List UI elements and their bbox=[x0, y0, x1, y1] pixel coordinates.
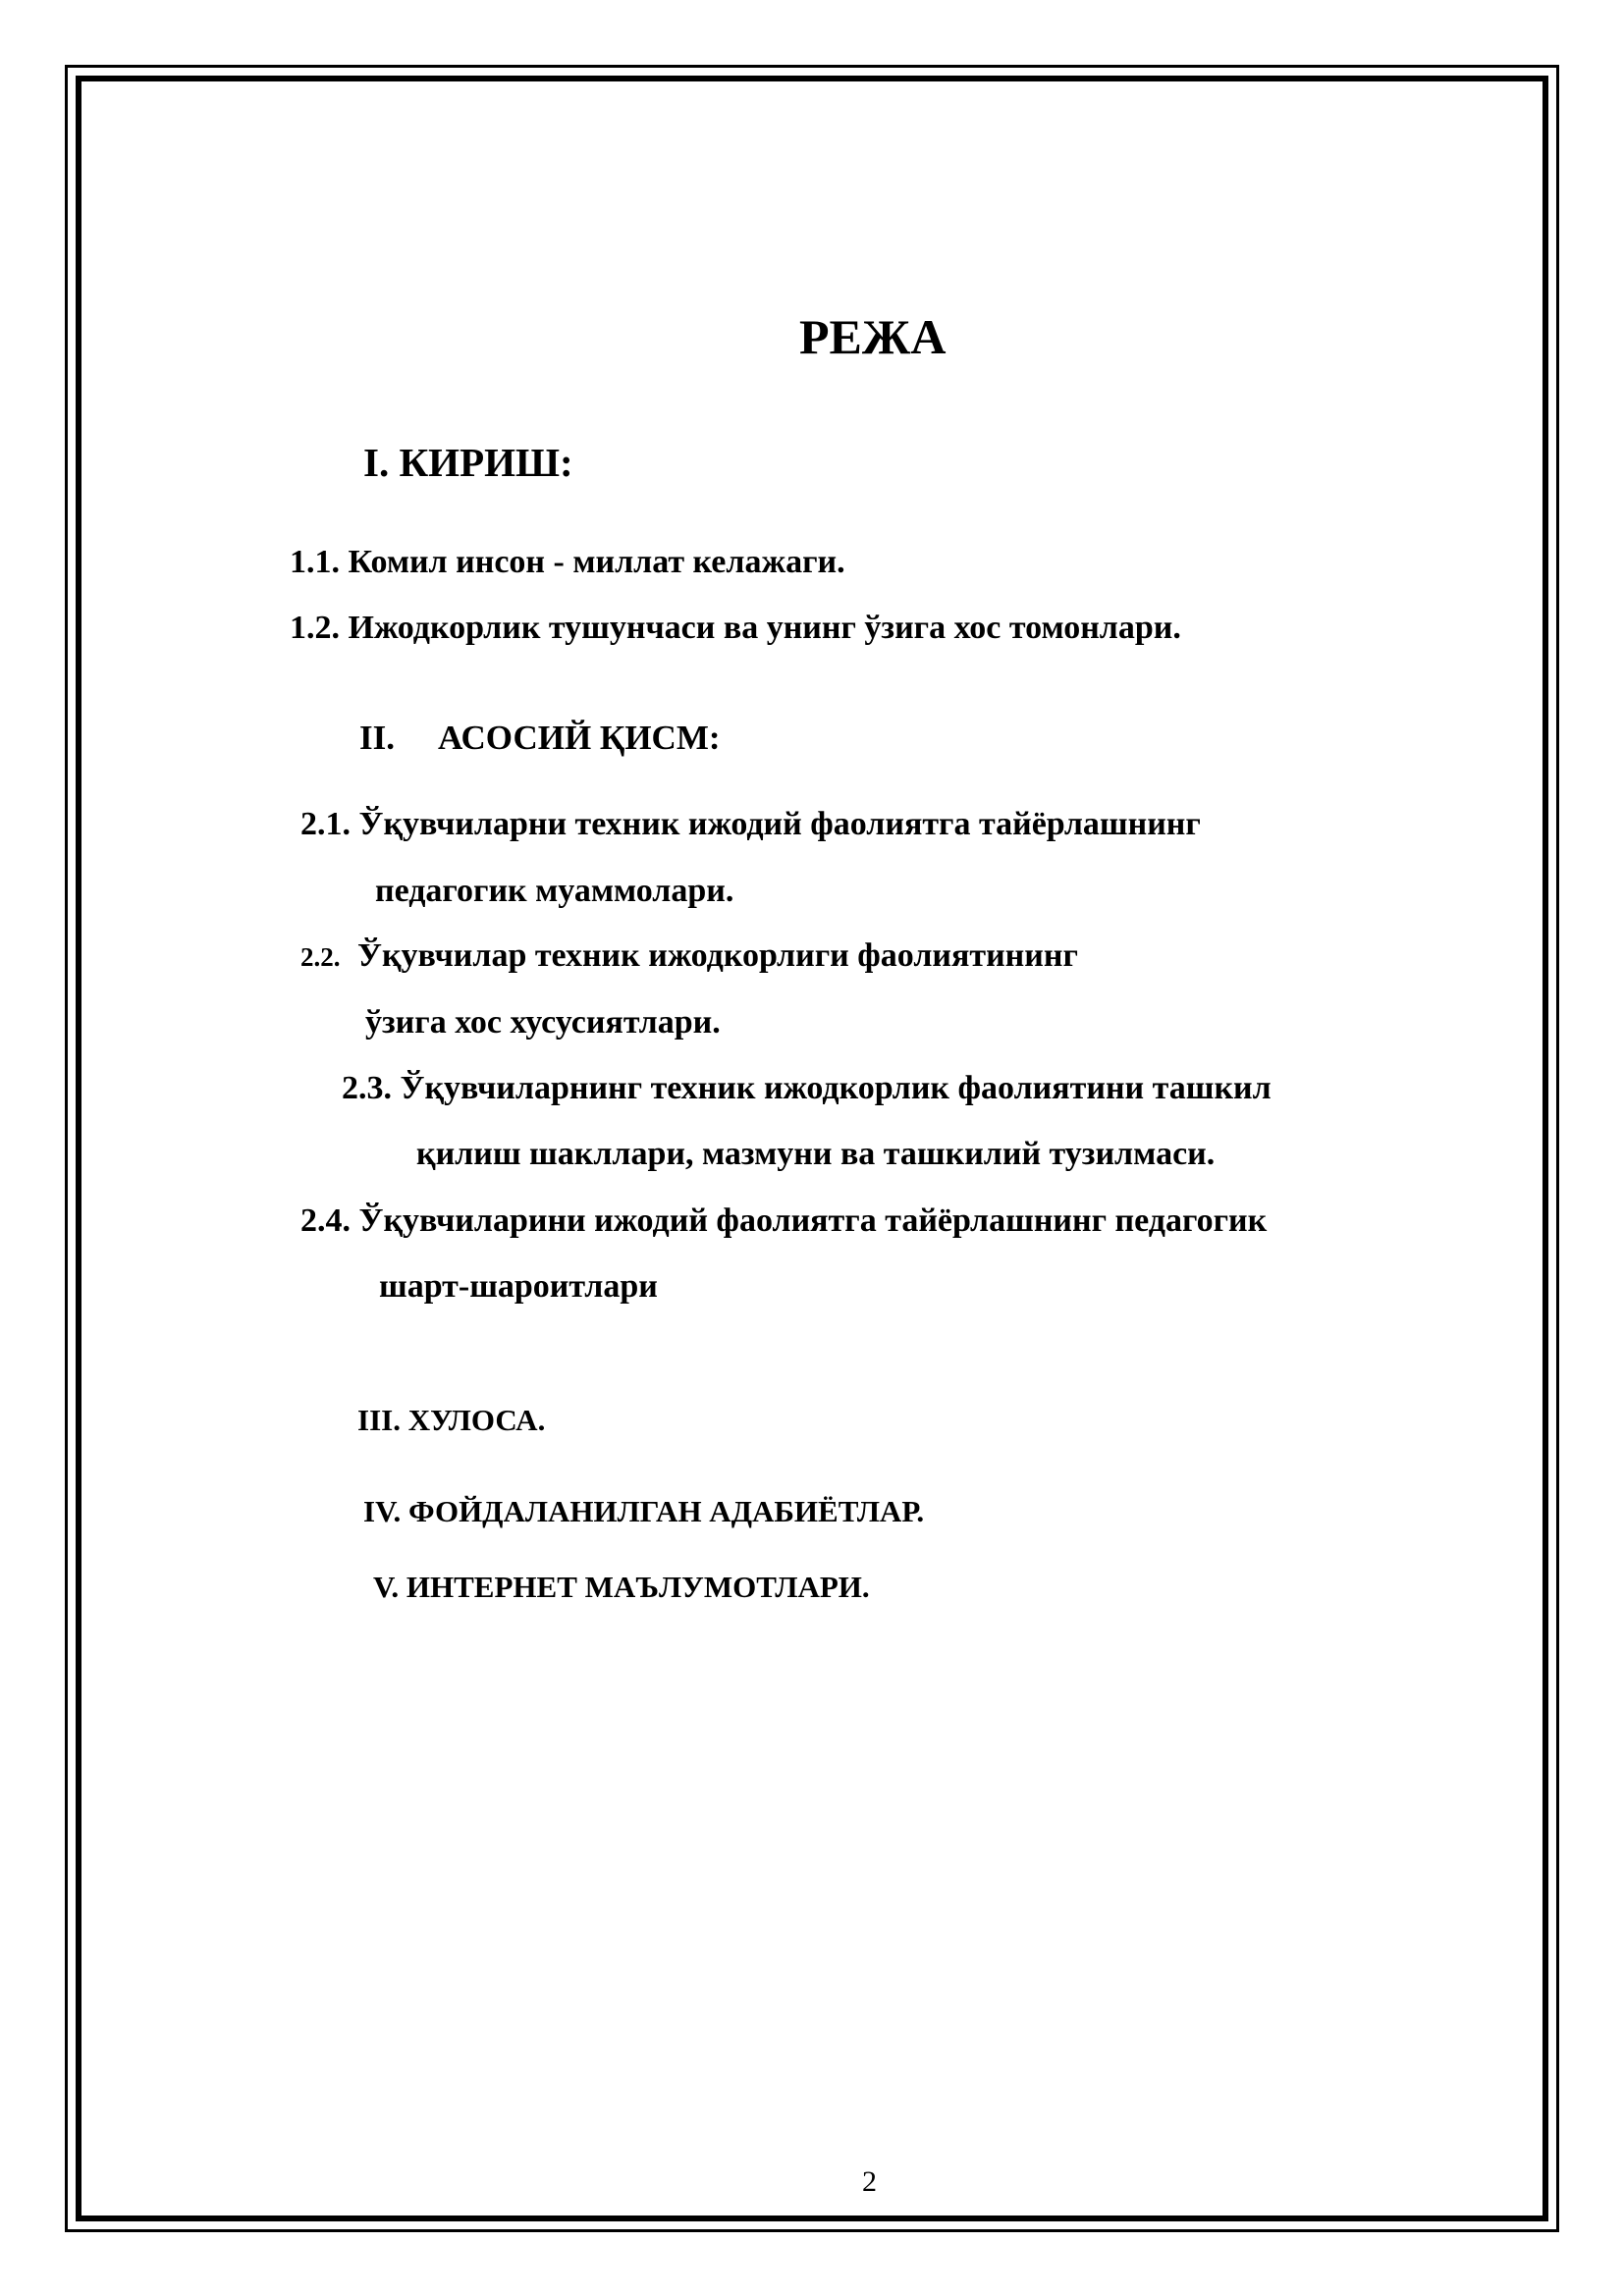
section-4-heading: IV. ФОЙДАЛАНИЛГАН АДАБИЁТЛАР. bbox=[363, 1494, 925, 1528]
page-number: 2 bbox=[862, 2165, 877, 2198]
document-title: РЕЖА bbox=[799, 309, 947, 364]
section-1-item-2: 1.2. Ижодкорлик тушунчаси ва унинг ўзига хос томонлари. bbox=[290, 610, 1181, 646]
section-2-item-1-line-1: 2.1. Ўқувчиларни техник ижодий фаолиятга тайёрлашнинг bbox=[300, 806, 1201, 842]
section-2-item-3-line-2: қилиш шакллари, мазмуни ва ташкилий тузилмаси. bbox=[416, 1136, 1216, 1172]
section-2-item-1-line-2: педагогик муаммолари. bbox=[375, 873, 734, 909]
section-1-heading: I. КИРИШ: bbox=[363, 440, 573, 485]
section-3-heading: III. ХУЛОСА. bbox=[357, 1403, 546, 1437]
section-2-item-4-line-2: шарт-шароитлари bbox=[379, 1268, 658, 1305]
section-2-item-2-number: 2.2. bbox=[300, 942, 341, 972]
section-2-item-2-line-1: Ўқувчилар техник ижодкорлиги фаолиятининг bbox=[357, 937, 1078, 974]
section-2-item-4-line-1: 2.4. Ўқувчиларини ижодий фаолиятга тайёрлашнинг педагогик bbox=[300, 1202, 1268, 1239]
section-2-heading-number: II. bbox=[359, 719, 395, 757]
section-1-item-1: 1.1. Комил инсон - миллат келажаги. bbox=[290, 544, 845, 580]
section-2-item-3-line-1: 2.3. Ўқувчиларнинг техник ижодкорлик фаолиятини ташкил bbox=[342, 1070, 1272, 1106]
section-5-heading: V. ИНТЕРНЕТ МАЪЛУМОТЛАРИ. bbox=[373, 1570, 870, 1604]
section-2-heading: АСОСИЙ ҚИСМ: bbox=[438, 719, 721, 757]
section-2-item-2-line-2: ўзига хос хусусиятлари. bbox=[365, 1004, 721, 1041]
